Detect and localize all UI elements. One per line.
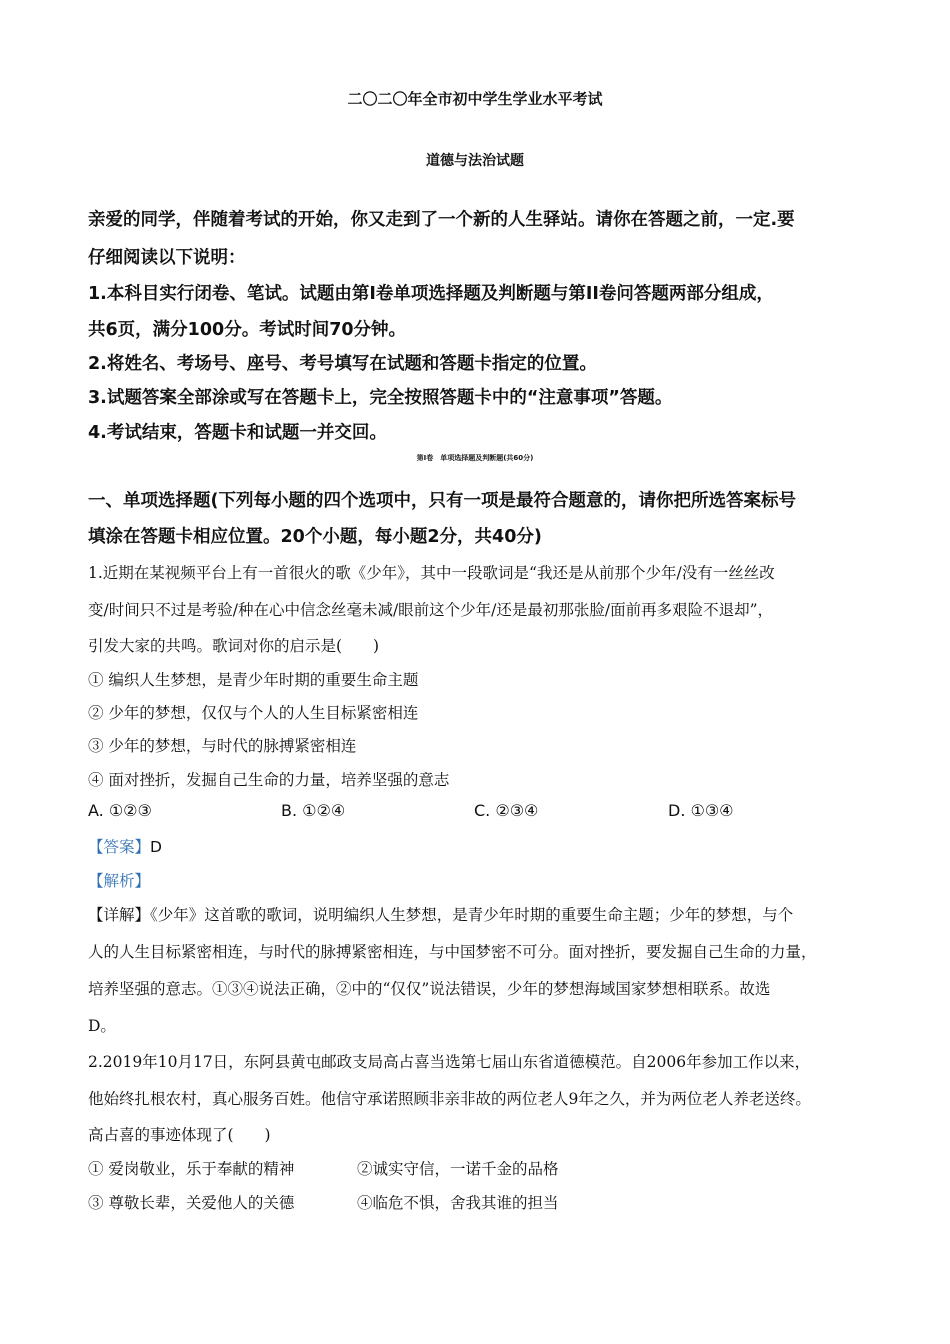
q1-detail: D。 <box>88 1017 116 1035</box>
part-instruction: 填涂在答题卡相应位置。20个小题，每小题2分，共40分) <box>88 527 542 547</box>
q1-statement: ① 编织人生梦想，是青少年时期的重要生命主题 <box>88 671 419 689</box>
section-title: 第Ⅰ卷 单项选择题及判断题(共60分) <box>416 454 534 462</box>
q1-stem: 引发大家的共鸣。歌词对你的启示是( ) <box>88 637 380 655</box>
q1-answer <box>88 835 162 857</box>
instruction-3: 3.试题答案全部涂或写在答题卡上，完全按照答题卡中的“注意事项”答题。 <box>88 388 673 408</box>
q1-option-a: A. ①②③ <box>88 801 152 820</box>
q1-detail: 人的人生目标紧密相连，与时代的脉搏紧密相连，与中国梦密不可分。面对挫折，要发掘自己生命的力量， <box>88 943 817 961</box>
intro-line: 仔细阅读以下说明： <box>88 248 246 268</box>
q1-detail: 【详解】《少年》这首歌的歌词，说明编织人生梦想，是青少年时期的重要生命主题；少年的梦想，与个 <box>88 906 794 924</box>
part-instruction: 一、单项选择题(下列每小题的四个选项中，只有一项是最符合题意的，请你把所选答案标号 <box>88 491 796 511</box>
q2-stem: 他始终扎根农村，真心服务百姓。他信守承诺照顾非亲非故的两位老人9年之久，并为两位老人养老送终。 <box>88 1090 811 1108</box>
q1-option-c: C. ②③④ <box>474 801 539 820</box>
q2-stem: 高占喜的事迹体现了( ) <box>88 1126 271 1144</box>
exam-subtitle: 道德与法治试题 <box>426 153 524 169</box>
analysis-tag: 【解析】 <box>88 872 151 890</box>
q1-option-b: B. ①②④ <box>281 801 346 820</box>
q1-statement: ③ 少年的梦想，与时代的脉搏紧密相连 <box>88 737 357 755</box>
q1-stem: 1.近期在某视频平台上有一首很火的歌《少年》，其中一段歌词是“我还是从前那个少年/没有一丝丝改 <box>88 564 775 582</box>
q1-statement: ② 少年的梦想，仅仅与个人的人生目标紧密相连 <box>88 704 419 722</box>
q2-statement: ④临危不惧，舍我其谁的担当 <box>357 1194 559 1212</box>
q1-detail: 培养坚强的意志。①③④说法正确，②中的“仅仅”说法错误，少年的梦想海域国家梦想相联系。故选 <box>88 980 771 998</box>
q2-statement: ②诚实守信，一诺千金的品格 <box>357 1160 559 1178</box>
answer-value: D <box>150 838 162 856</box>
instruction-4: 4.考试结束，答题卡和试题一并交回。 <box>88 423 387 443</box>
q2-statement: ③ 尊敬长辈，关爱他人的关德 <box>88 1194 295 1212</box>
instruction-2: 2.将姓名、考场号、座号、考号填写在试题和答题卡指定的位置。 <box>88 354 597 374</box>
exam-title: 二〇二〇年全市初中学生学业水平考试 <box>347 90 603 108</box>
q2-stem: 2.2019年10月17日，东阿县黄屯邮政支局高占喜当选第七届山东省道德模范。自2006年参加工作以来， <box>88 1053 811 1071</box>
instruction-1-cont: 共6页，满分100分。考试时间70分钟。 <box>88 320 407 340</box>
q2-statement: ① 爱岗敬业，乐于奉献的精神 <box>88 1160 295 1178</box>
q1-stem: 变/时间只不过是考验/种在心中信念丝毫未减/眼前这个少年/还是最初那张脸/面前再多艰险不退却”， <box>88 601 774 619</box>
instruction-1: 1.本科目实行闭卷、笔试。试题由第Ⅰ卷单项选择题及判断题与第II卷问答题两部分组成， <box>88 284 774 304</box>
q1-statement: ④ 面对挫折，发掘自己生命的力量，培养坚强的意志 <box>88 771 450 789</box>
q1-option-d: D. ①③④ <box>668 801 734 820</box>
intro-line: 亲爱的同学，伴随着考试的开始，你又走到了一个新的人生驿站。请你在答题之前，一定.要 <box>88 210 795 230</box>
answer-tag: 【答案】 <box>88 838 151 856</box>
